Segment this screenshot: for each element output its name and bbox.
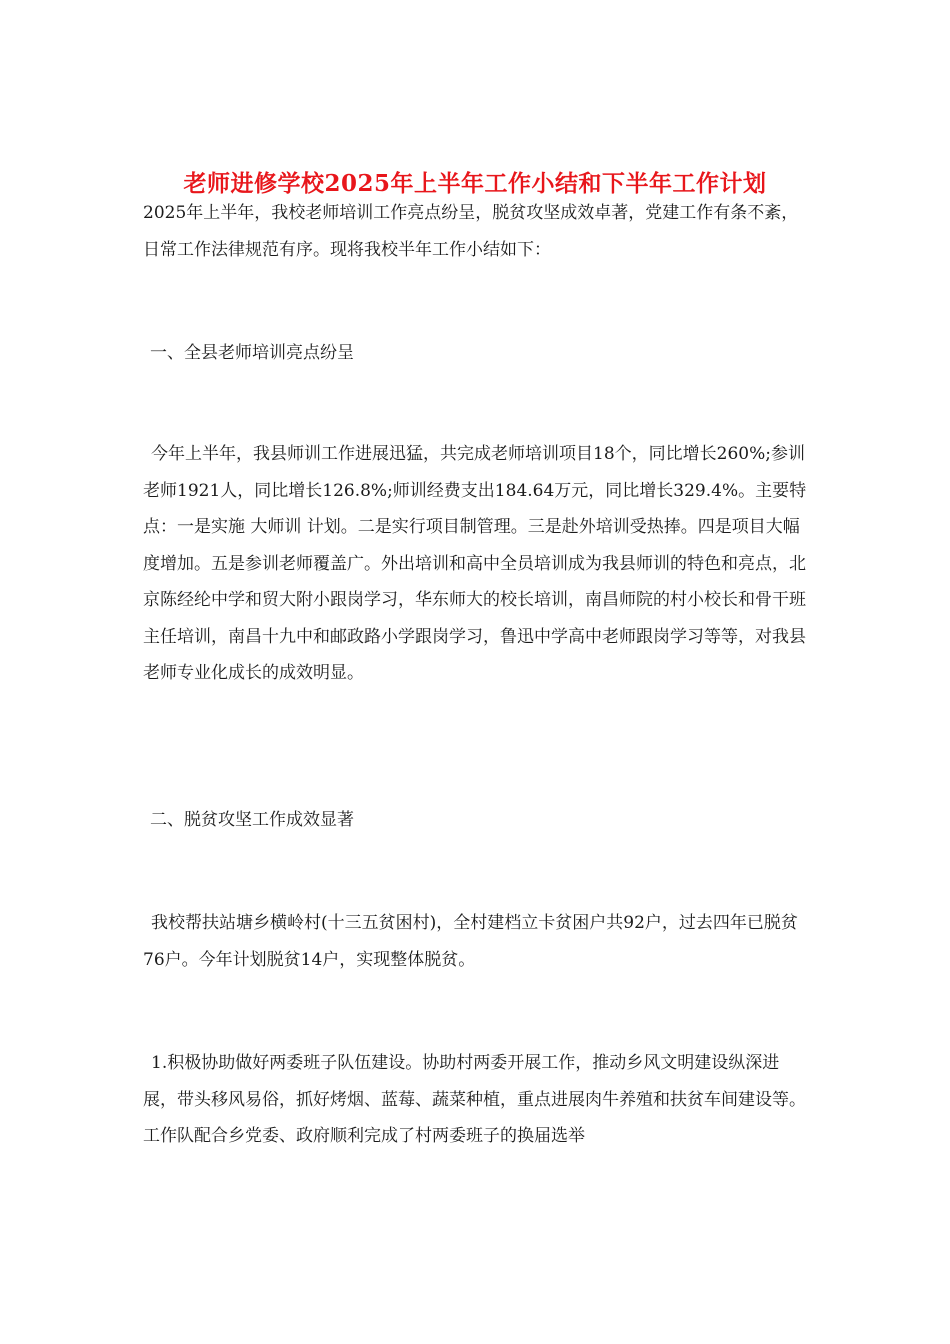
section1-heading: 一、全县老师培训亮点纷呈 — [150, 343, 354, 363]
intro-paragraph: 2025年上半年，我校老师培训工作亮点纷呈，脱贫攻坚成效卓著，党建工作有条不紊，日常工作法律规范有序。现将我校半年工作小结如下： — [143, 203, 799, 260]
section1-paragraph: 今年上半年，我县师训工作进展迅猛，共完成老师培训项目18个，同比增长260%;参训老师1921人，同比增长126.8%;师训经费支出184.64万元，同比增长329.4%。主要特点：一是实施 大师训 计划。二是实行项目制管理。三是赴外培训受热捧。四是项目大幅度增加。五是参训老师覆盖广。外出培训和高中全员培训成为我县师训的特色和亮点，北京陈经纶中学和贸大附小跟岗学习，华东师大的校长培训，南昌师院的村小校长和骨干班主任培训，南昌十九中和邮政路小学跟岗学习，鲁迅中学高中老师跟岗学习等等，对我县老师专业化成长的成效明显。 — [143, 444, 807, 683]
document-title: 老师进修学校2025年上半年工作小结和下半年工作计划 — [183, 170, 767, 198]
item1-paragraph: 1.积极协助做好两委班子队伍建设。协助村两委开展工作，推动乡风文明建设纵深进展，带头移风易俗，抓好烤烟、蓝莓、蔬菜种植，重点进展肉牛养殖和扶贫车间建设等。工作队配合乡党委、政府顺利完成了村两委班子的换届选举 — [143, 1053, 806, 1146]
section2-heading: 二、脱贫攻坚工作成效显著 — [150, 810, 354, 830]
section2-paragraph: 我校帮扶站塘乡横岭村(十三五贫困村)，全村建档立卡贫困户共92户，过去四年已脱贫76户。今年计划脱贫14户，实现整体脱贫。 — [143, 913, 798, 970]
